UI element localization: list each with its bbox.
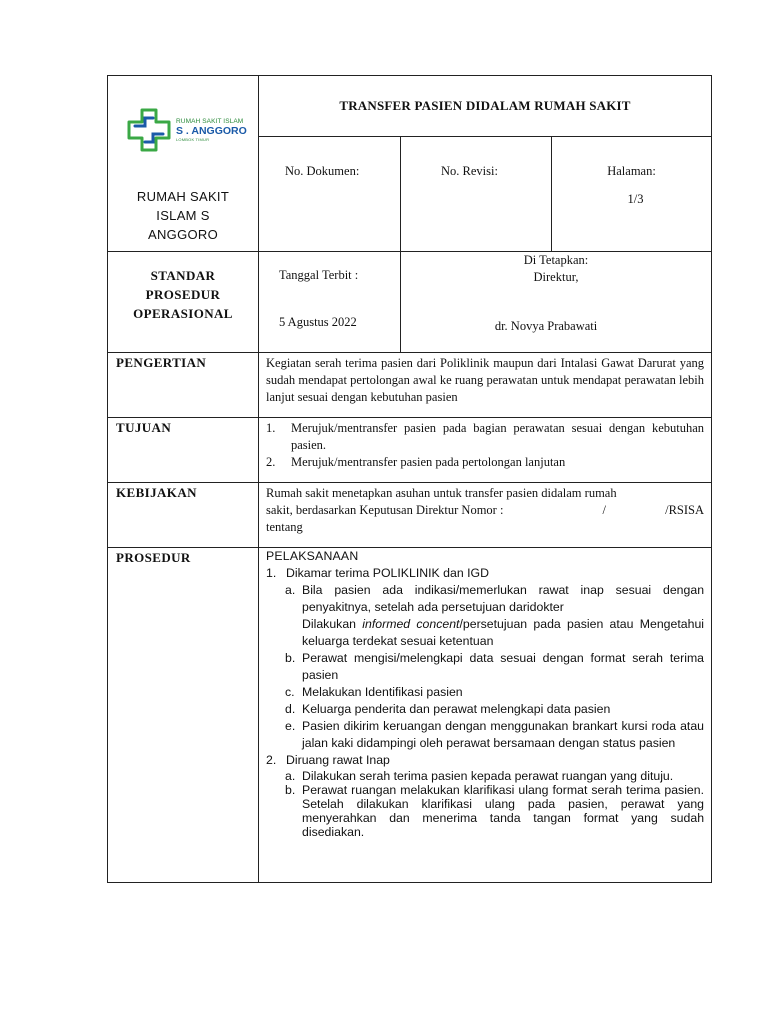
no-dokumen-label: No. Dokumen:	[285, 164, 360, 178]
medical-cross-icon	[126, 108, 172, 152]
hospital-name: RUMAH SAKIT ISLAM S ANGGORO	[136, 189, 230, 242]
prosedur-label: PROSEDUR	[108, 548, 259, 883]
list-item: b. Perawat mengisi/melengkapi data sesuai dengan format serah terima pasien	[285, 651, 705, 682]
no-revisi-cell	[401, 137, 552, 252]
list-item: 2. Merujuk/mentransfer pasien pada pertolongan lanjutan	[266, 455, 566, 469]
halaman-value: 1/3	[627, 192, 644, 206]
ditetapkan-label: Di Tetapkan:	[523, 253, 589, 267]
document-title: TRANSFER PASIEN DIDALAM RUMAH SAKIT	[259, 76, 712, 137]
penandatangan-name: dr. Novya Prabawati	[494, 319, 598, 333]
list-item: a. Dilakukan serah terima pasien kepada perawat ruangan yang dituju.	[285, 769, 674, 783]
hospital-logo	[126, 108, 247, 152]
list-item: d. Keluarga penderita dan perawat melengkapi data pasien	[285, 702, 611, 716]
prosedur-step-1: 1. Dikamar terima POLIKLINIK dan IGD	[266, 566, 489, 580]
prosedur-body	[259, 548, 712, 883]
list-item: b. Perawat ruangan melakukan klarifikasi ulang format serah terima pasien. Setelah dilakukan klarifikasi ulang pada pasien, perawat yang menyerahkan dan menerima tanda tangan format yang sudah disediakan.	[285, 783, 705, 839]
no-revisi-label: No. Revisi:	[441, 164, 498, 178]
logo-cell	[108, 76, 259, 252]
tanggal-terbit-cell	[259, 252, 401, 353]
pengertian-text: Kegiatan serah terima pasien dari Poliklinik maupun dari Intalasi Gawat Darurat yang sudah mendapat pertolongan awal ke ruang perawatan untuk mendapat perawatan lebih lanjut sesuai dengan kebutuhan pasien	[259, 353, 712, 418]
halaman-cell	[552, 137, 712, 252]
tujuan-label: TUJUAN	[108, 418, 259, 483]
prosedur-heading: PELAKSANAAN	[266, 549, 359, 563]
kebijakan-line3: tentang	[266, 520, 303, 534]
prosedur-step-2: 2. Diruang rawat Inap	[266, 753, 390, 767]
kebijakan-line2: sakit, berdasarkan Keputusan Direktur Nomor : / /RSISA	[266, 503, 705, 517]
kebijakan-body	[259, 483, 712, 548]
kebijakan-line1: Rumah sakit menetapkan asuhan untuk transfer pasien didalam rumah	[266, 486, 617, 500]
list-item: c. Melakukan Identifikasi pasien	[285, 685, 463, 699]
tanggal-terbit-value: 5 Agustus 2022	[279, 315, 357, 329]
pengertian-label: PENGERTIAN	[108, 353, 259, 418]
list-item: a. Bila pasien ada indikasi/memerlukan rawat inap sesuai dengan penyakitnya, setelah ada persetujuan daridokter	[285, 583, 705, 614]
jabatan-label: Direktur,	[533, 270, 579, 284]
no-dokumen-cell	[259, 137, 401, 252]
logo-text-line3: LOMBOK TIMUR	[176, 136, 210, 142]
sop-label-cell: STANDAR PROSEDUR OPERASIONAL	[108, 252, 259, 353]
penetapan-cell	[401, 252, 712, 353]
halaman-label: Halaman:	[607, 164, 656, 178]
tanggal-terbit-label: Tanggal Terbit :	[279, 268, 359, 282]
list-item: Dilakukan informed concent/persetujuan pada pasien atau Mengetahui keluarga terdekat sesuai ketentuan	[302, 617, 705, 648]
list-item: 1. Merujuk/mentransfer pasien pada bagian perawatan sesuai dengan kebutuhan pasien.	[266, 421, 705, 452]
logo-text-line1: RUMAH SAKIT ISLAM	[176, 117, 244, 125]
logo-text-line2: S . ANGGORO	[176, 125, 247, 137]
sop-document-table	[107, 75, 712, 883]
list-item: e. Pasien dikirim keruangan dengan menggunakan brankart kursi roda atau jalan kaki didampingi oleh perawat bersamaan dengan status pasien	[285, 719, 705, 750]
kebijakan-label: KEBIJAKAN	[108, 483, 259, 548]
tujuan-body	[259, 418, 712, 483]
